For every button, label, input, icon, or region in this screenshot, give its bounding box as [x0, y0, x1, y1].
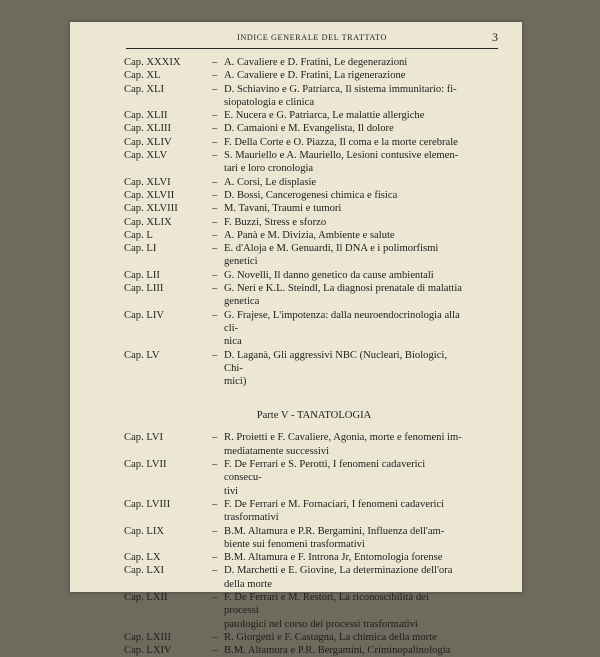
entry-dash: – [212, 459, 218, 471]
chapter-title: nica [224, 336, 242, 348]
chapter-number: Cap. LXIII [124, 631, 172, 643]
chapter-title: G. Frajese, L'impotenza: dalla neuroendocrinologia alla cli- [224, 309, 460, 334]
chapter-title: F. De Ferrari e M. Restori, La riconoscibilità dei processi [224, 591, 429, 617]
chapter-number: Cap. LIII [124, 283, 164, 295]
toc-entry-line [124, 551, 464, 564]
entry-dash: – [212, 189, 218, 201]
chapter-number: Cap. LIX [124, 525, 165, 537]
toc-entry-line [124, 83, 464, 96]
chapter-number: Cap. LXI [124, 565, 165, 577]
chapter-title: A. Panà e M. Divizia, Ambiente e salute [224, 229, 395, 241]
chapter-title: D. Schiavino e G. Patriarca, Il sistema immunitario: fi- [224, 83, 457, 95]
chapter-title: A. Cavaliere e D. Fratini, Le degenerazioni [224, 57, 408, 68]
entry-dash [212, 375, 224, 388]
chapter-number: Cap. XLIV [124, 136, 172, 148]
toc-entry-line [124, 122, 464, 135]
entry-dash [212, 618, 224, 631]
toc-entry-line [124, 136, 464, 149]
chapter-title: D. Marchetti e E. Giovine, La determinazione dell'ora [224, 565, 453, 577]
chapter-list-part-v [124, 431, 464, 657]
chapter-number: Cap. LXII [124, 591, 168, 603]
toc-entry-line [124, 282, 464, 295]
chapter-title: R. Proietti e F. Cavaliere, Agonia, morte e fenomeni im- [224, 432, 462, 444]
chapter-number [124, 295, 212, 308]
toc-entry-line [124, 242, 464, 269]
toc-entry-line [124, 591, 464, 618]
entry-dash: – [212, 645, 218, 657]
chapter-number: Cap. XL [124, 70, 161, 82]
chapter-title: G. Novelli, Il danno genetico da cause ambientali [224, 269, 434, 281]
chapter-title: genetica [224, 296, 260, 308]
entry-dash: – [212, 552, 218, 564]
chapter-title: tivi [224, 485, 239, 497]
toc-entry-line [124, 229, 464, 242]
toc-entry-line [124, 69, 464, 82]
toc-entry-line [124, 295, 464, 308]
entry-dash [212, 578, 224, 591]
chapter-number: Cap. XLIX [124, 216, 172, 228]
toc-entry-line [124, 109, 464, 122]
chapter-title: trasformativi [224, 512, 279, 524]
entry-dash: – [212, 525, 218, 537]
chapter-title: D. Bossi, Cancerogenesi chimica e fisica [224, 189, 398, 201]
entry-dash: – [212, 309, 218, 321]
chapter-title: E. d'Aloja e M. Genuardi, Il DNA e i polimorfismi genetici [224, 243, 439, 268]
chapter-title: F. Della Corte e O. Piazza, Il coma e la morte cerebrale [224, 136, 458, 148]
toc-entry-line [124, 618, 464, 631]
chapter-title: M. Tavani, Traumi e tumori [224, 203, 342, 215]
entry-dash [212, 538, 224, 551]
chapter-title: patologici nel corso dei processi trasformativi [224, 618, 418, 630]
entry-dash: – [212, 229, 218, 241]
entry-dash [212, 162, 224, 175]
chapter-title: D. Camaioni e M. Evangelista, Il dolore [224, 123, 394, 135]
chapter-number: Cap. LI [124, 243, 157, 255]
chapter-number: Cap. XLVII [124, 189, 175, 201]
toc-entry-line [124, 578, 464, 591]
chapter-list-part-iv [124, 56, 464, 388]
entry-dash: – [212, 70, 218, 82]
toc-entry-line [124, 458, 464, 485]
toc-entry-line [124, 269, 464, 282]
chapter-number [124, 375, 212, 388]
chapter-number: Cap. LVIII [124, 498, 171, 510]
chapter-number [124, 511, 212, 524]
document-page [70, 22, 522, 657]
toc-entry-line [124, 511, 464, 524]
entry-dash: – [212, 110, 218, 122]
toc-entry-line [124, 202, 464, 215]
chapter-title: B.M. Altamura e P.R. Bergamini, Influenza dell'am- [224, 525, 445, 537]
entry-dash: – [212, 269, 218, 281]
chapter-number: Cap. XLII [124, 110, 168, 122]
header-title: INDICE GENERALE DEL TRATTATO [237, 33, 387, 42]
chapter-title: B.M. Altamura e P.R. Bergamini, Criminopalinologia [224, 645, 451, 657]
chapter-title: F. Buzzi, Stress e sforzo [224, 216, 327, 228]
table-of-contents [124, 56, 464, 657]
entry-dash: – [212, 631, 218, 643]
entry-dash [212, 511, 224, 524]
chapter-title: S. Mauriello e A. Mauriello, Lesioni contusive elemen- [224, 150, 459, 162]
chapter-number [124, 485, 212, 498]
toc-entry-line [124, 149, 464, 162]
chapter-number: Cap. XLIII [124, 123, 172, 135]
entry-dash: – [212, 243, 218, 255]
chapter-title: mici) [224, 376, 247, 388]
entry-dash: – [212, 565, 218, 577]
entry-dash: – [212, 216, 218, 228]
chapter-title: tari e loro cronologia [224, 163, 314, 175]
entry-dash: – [212, 150, 218, 162]
chapter-number: Cap. LVI [124, 432, 164, 444]
entry-dash: – [212, 349, 218, 361]
entry-dash: – [212, 591, 218, 603]
chapter-title: D. Laganà, Gli aggressivi NBC (Nucleari, Biologici, Chi- [224, 349, 448, 374]
chapter-title: della morte [224, 578, 272, 590]
chapter-number [124, 618, 212, 631]
entry-dash: – [212, 57, 218, 68]
chapter-title: B.M. Altamura e F. Introna Jr, Entomologia forense [224, 552, 443, 564]
chapter-number: Cap. LVII [124, 459, 167, 471]
chapter-number [124, 578, 212, 591]
running-header [126, 32, 498, 49]
entry-dash [212, 485, 224, 498]
toc-entry-line [124, 96, 464, 109]
entry-dash: – [212, 498, 218, 510]
toc-entry-line [124, 538, 464, 551]
section-title: Parte V - TANATOLOGIA [256, 410, 372, 422]
chapter-title: G. Neri e K.L. Steindl, La diagnosi prenatale di malattia [224, 283, 462, 295]
toc-entry-line [124, 349, 464, 376]
chapter-number: Cap. LXIV [124, 645, 172, 657]
chapter-title: A. Cavaliere e D. Fratini, La rigenerazione [224, 70, 406, 82]
chapter-number: Cap. XLV [124, 150, 168, 162]
entry-dash: – [212, 203, 218, 215]
chapter-number: Cap. LV [124, 349, 160, 361]
toc-entry-line [124, 525, 464, 538]
chapter-title: E. Nucera e G. Patriarca, Le malattie allergiche [224, 110, 425, 122]
toc-entry-line [124, 56, 464, 69]
toc-entry-line [124, 189, 464, 202]
toc-entry-line [124, 216, 464, 229]
entry-dash [212, 335, 224, 348]
toc-entry-line [124, 644, 464, 657]
page-number: 3 [492, 30, 498, 44]
chapter-title: R. Giorgetti e F. Castagna, La chimica della morte [224, 631, 437, 643]
chapter-number: Cap. XXXIX [124, 57, 181, 68]
toc-entry-line [124, 631, 464, 644]
toc-entry-line [124, 309, 464, 336]
chapter-number: Cap. LII [124, 269, 160, 281]
toc-entry-line [124, 431, 464, 444]
toc-entry-line [124, 445, 464, 458]
chapter-number [124, 162, 212, 175]
entry-dash: – [212, 83, 218, 95]
entry-dash [212, 96, 224, 109]
chapter-number [124, 335, 212, 348]
toc-entry-line [124, 162, 464, 175]
chapter-title: siopatologia e clinica [224, 96, 315, 108]
toc-entry-line [124, 485, 464, 498]
chapter-title: biente sui fenomeni trasformativi [224, 538, 365, 550]
chapter-title: F. De Ferrari e S. Perotti, I fenomeni cadaverici consecu- [224, 459, 426, 484]
chapter-number: Cap. XLVIII [124, 203, 178, 215]
chapter-title: A. Corsi, Le displasie [224, 176, 317, 188]
entry-dash: – [212, 136, 218, 148]
chapter-number: Cap. LIV [124, 309, 165, 321]
entry-dash [212, 295, 224, 308]
entry-dash: – [212, 176, 218, 188]
chapter-number [124, 96, 212, 109]
chapter-number: Cap. XLVI [124, 176, 171, 188]
toc-entry-line [124, 176, 464, 189]
entry-dash: – [212, 283, 218, 295]
chapter-number [124, 538, 212, 551]
toc-entry-line [124, 335, 464, 348]
chapter-number [124, 445, 212, 458]
toc-entry-line [124, 498, 464, 511]
chapter-number: Cap. XLI [124, 83, 165, 95]
entry-dash [212, 445, 224, 458]
entry-dash: – [212, 432, 218, 444]
toc-entry-line [124, 564, 464, 577]
chapter-number: Cap. L [124, 229, 153, 241]
toc-entry-line [124, 375, 464, 388]
chapter-title: F. De Ferrari e M. Fornaciari, I fenomeni cadaverici [224, 498, 445, 510]
chapter-number: Cap. LX [124, 552, 161, 564]
entry-dash: – [212, 123, 218, 135]
chapter-title: mediatamente successivi [224, 445, 330, 457]
